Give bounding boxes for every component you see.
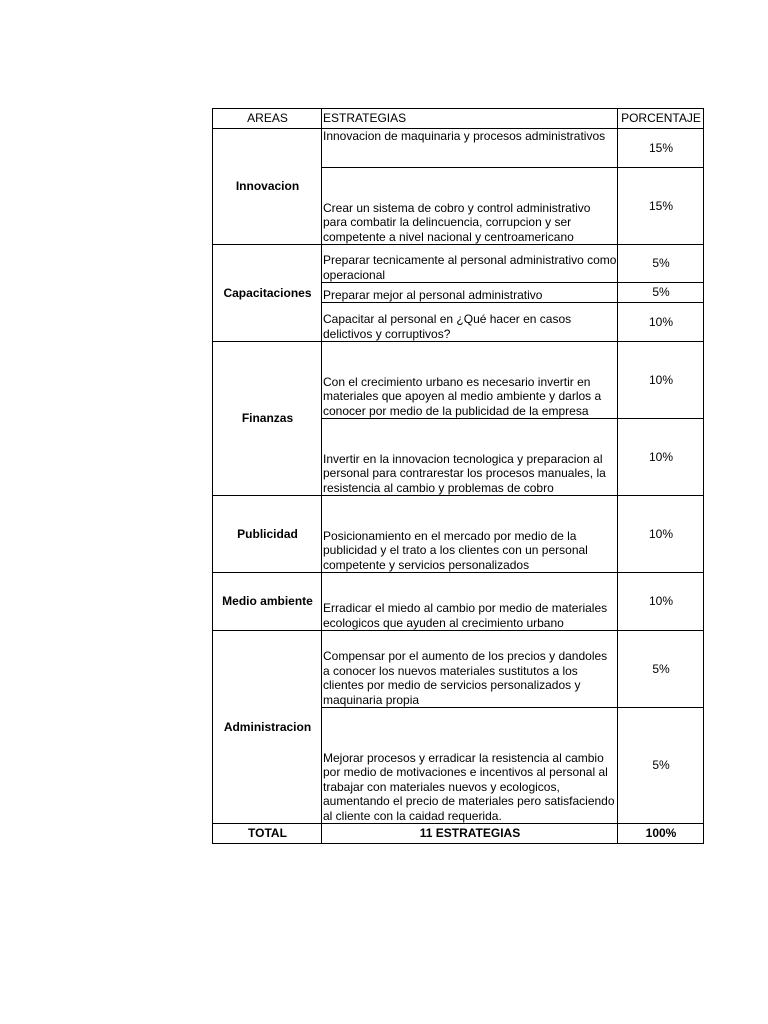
area-publicidad: Publicidad [213, 496, 322, 573]
area-capacitaciones: Capacitaciones [213, 245, 322, 342]
table-row [213, 631, 704, 708]
percent-cell: 10% [618, 303, 704, 342]
strategy-cell: Posicionamiento en el mercado por medio de la publicidad y el trato a los clientes con un personal competente y servicios personalizados [322, 496, 618, 573]
percent-cell: 5% [618, 283, 704, 303]
table-row [213, 245, 704, 283]
area-finanzas: Finanzas [213, 342, 322, 496]
strategy-cell: Invertir en la innovacion tecnologica y preparacion al personal para contrarestar los procesos manuales, la resistencia al cambio y problemas de cobro [322, 419, 618, 496]
percent-cell: 10% [618, 419, 704, 496]
area-administracion: Administracion [213, 631, 322, 824]
area-innovacion: Innovacion [213, 129, 322, 245]
table-row [213, 342, 704, 419]
strategy-cell: Con el crecimiento urbano es necesario invertir en materiales que apoyen al medio ambiente y darlos a conocer por medio de la publicidad de la empresa [322, 342, 618, 419]
table-header-row [213, 109, 704, 129]
total-label: TOTAL [213, 824, 322, 844]
strategy-cell: Innovacion de maquinaria y procesos administrativos [322, 129, 618, 168]
table-row [213, 496, 704, 573]
header-porcentaje: PORCENTAJE [618, 109, 704, 129]
percent-cell: 10% [618, 342, 704, 419]
strategy-cell: Mejorar procesos y erradicar la resistencia al cambio por medio de motivaciones e incentivos al personal al trabajar con materiales nuevos y ecologicos, aumentando el precio de materiales pero satisfaciendo al cliente con la caidad requerida. [322, 708, 618, 824]
percent-cell: 5% [618, 631, 704, 708]
strategy-cell: Compensar por el aumento de los precios y dandoles a conocer los nuevos materiales sustitutos a los clientes por medio de servicios personalizados y maquinaria propia [322, 631, 618, 708]
table-row [213, 129, 704, 168]
total-percent: 100% [618, 824, 704, 844]
percent-cell: 5% [618, 708, 704, 824]
strategy-cell: Capacitar al personal en ¿Qué hacer en casos delictivos y corruptivos? [322, 303, 618, 342]
total-row [213, 824, 704, 844]
strategy-cell: Crear un sistema de cobro y control administrativo para combatir la delincuencia, corrupcion y ser competente a nivel nacional y centroamericano [322, 168, 618, 245]
area-medio-ambiente: Medio ambiente [213, 573, 322, 631]
strategy-table [212, 108, 704, 844]
strategy-cell: Preparar mejor al personal administrativo [322, 283, 618, 303]
header-areas: AREAS [213, 109, 322, 129]
percent-cell: 15% [618, 129, 704, 168]
total-strategies: 11 ESTRATEGIAS [322, 824, 618, 844]
percent-cell: 10% [618, 573, 704, 631]
percent-cell: 15% [618, 168, 704, 245]
percent-cell: 10% [618, 496, 704, 573]
percent-cell: 5% [618, 245, 704, 283]
header-estrategias: ESTRATEGIAS [322, 109, 618, 129]
strategy-cell: Erradicar el miedo al cambio por medio de materiales ecologicos que ayuden al crecimiento urbano [322, 573, 618, 631]
table-row [213, 573, 704, 631]
strategy-cell: Preparar tecnicamente al personal administrativo como operacional [322, 245, 618, 283]
